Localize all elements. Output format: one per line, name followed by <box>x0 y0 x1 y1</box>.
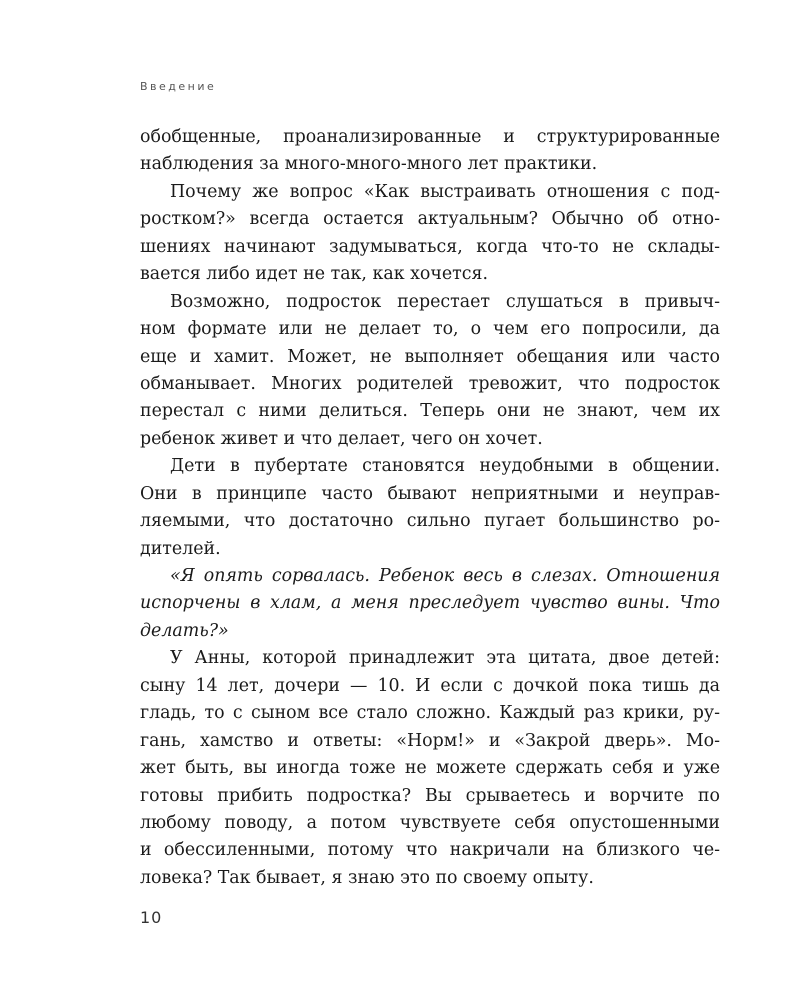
text-line: ном формате или не делает то, о чем его попросили, да <box>140 319 720 340</box>
page-number: 10 <box>140 908 163 927</box>
quote-line: делать?» <box>140 620 229 641</box>
text-line: У Анны, которой принадлежит эта цитата, двое детей: <box>170 648 720 669</box>
text-line: шениях начинают задумываться, когда что-то не склады- <box>140 236 720 257</box>
text-line: наблюдения за много-много-много лет практики. <box>140 154 598 175</box>
text-line: гань, хамство и ответы: «Норм!» и «Закрой дверь». Мо- <box>140 730 720 751</box>
text-line: Дети в пубертате становятся неудобными в общении. <box>170 456 720 477</box>
text-line: Почему же вопрос «Как выстраивать отношения с под- <box>170 181 720 202</box>
text-line: вается либо идет не так, как хочется. <box>140 264 489 285</box>
text-line: сыну 14 лет, дочери — 10. И если с дочкой пока тишь да <box>140 675 720 696</box>
text-line: ловека? Так бывает, я знаю это по своему опыту. <box>140 867 594 888</box>
text-line: ростком?» всегда остается актуальным? Обычно об отно- <box>140 209 720 230</box>
body-text <box>140 124 720 892</box>
running-head: Введение <box>140 80 217 93</box>
text-line: ребенок живет и что делает, чего он хочет. <box>140 428 543 449</box>
text-line: еще и хамит. Может, не выполняет обещания или часто <box>140 346 720 367</box>
text-line: жет быть, вы иногда тоже не можете сдержать себя и уже <box>140 758 720 779</box>
text-line: ляемыми, что достаточно сильно пугает большинство ро- <box>140 511 720 532</box>
text-line: перестал с ними делиться. Теперь они не знают, чем их <box>140 401 720 422</box>
text-line: Они в принципе часто бывают неприятными и неуправ- <box>140 483 720 504</box>
text-line: и обессиленными, потому что накричали на близкого че- <box>140 840 720 861</box>
text-line: любому поводу, а потом чувствуете себя опустошенными <box>140 812 720 833</box>
quote-line: «Я опять сорвалась. Ребенок весь в слезах. Отношения <box>170 566 720 586</box>
quote-line: испорчены в хлам, а меня преследует чувство вины. Что <box>140 593 720 614</box>
text-line: готовы прибить подростка? Вы срываетесь и ворчите по <box>140 785 720 806</box>
text-line: обманывает. Многих родителей тревожит, что подросток <box>140 373 720 394</box>
text-line: обобщенные, проанализированные и структурированные <box>140 127 720 147</box>
text-line: гладь, то с сыном все стало сложно. Каждый раз крики, ру- <box>140 703 720 724</box>
text-line: дителей. <box>140 538 221 559</box>
text-line: Возможно, подросток перестает слушаться в привыч- <box>170 291 720 312</box>
